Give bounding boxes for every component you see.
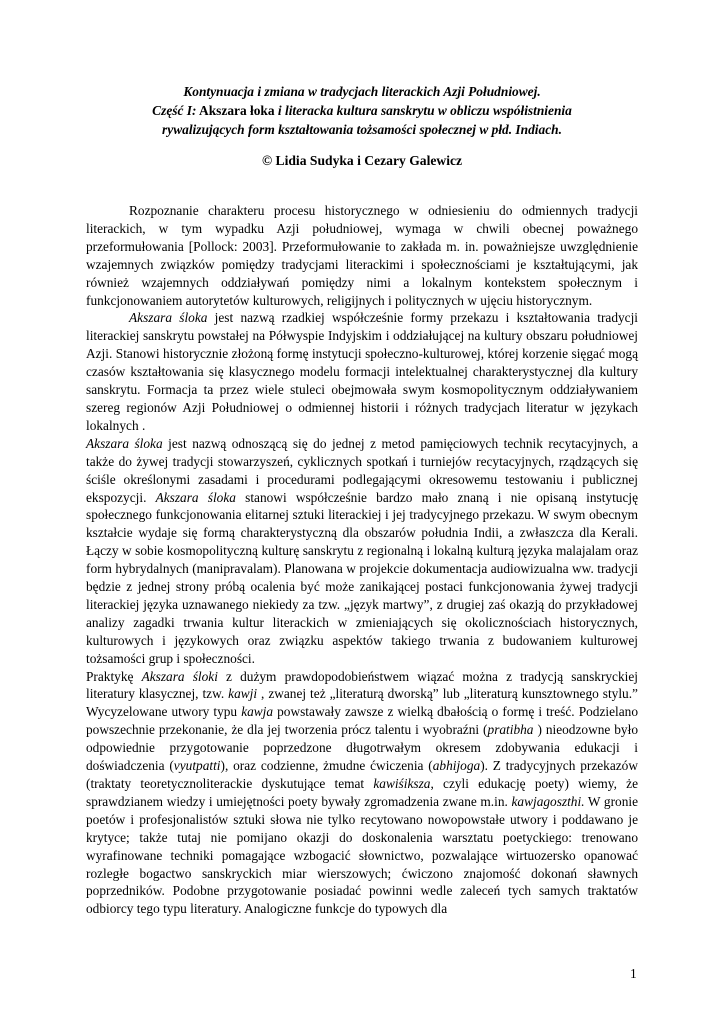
document-body — [86, 202, 638, 918]
authors: © Lidia Sudyka i Cezary Galewicz — [261, 153, 463, 168]
page-number: 1 — [630, 966, 637, 981]
paragraph-4: Praktykę Akszara śloki z dużym prawdopodobieństwem wiązać można z tradycją sanskryckiej literatury klasycznej, tzw. kawji , zwanej też „literaturą dworską” lub „literaturą kunsztownego stylu.” Wycyzelowane utwory typu kawja powstawały zawsze z wielką dbałością o formę i treść. Podzielano powszechnie przekonanie, że dla jej tworzenia prócz talentu i wyobraźni (pratibha ) nieodzowne było odpowiednie przygotowanie poprzedzone długotrwałym okresem zdobywania edukacji i doświadczenia (vyutpatti), oraz codzienne, żmudne ćwiczenia (abhijoga). Z tradycyjnych przekazów (traktaty teoretycznoliterackie dyskutujące temat kawiśiksza, czyli edukację poety) wiemy, że sprawdzianem wiedzy i umiejętności poety bywały zgromadzenia zwane m.in. kawjagoszthi. W gronie poetów i profesjonalistów sztuki słowa nie tylko recytowano nowopowstałe utwory i poddawano je krytyce; także tutaj nie pomijano okazji do doskonalenia warsztatu poetyckiego: trenowano wyrafinowane techniki pomagające wzbogacić słownictwo, pozwalające wirtuozersko opanować rozległe bogactwo sanskryckich miar wierszowych; ćwiczono znajomość dokonań sławnych poprzedników. Podobne przygotowanie posiadać powinni wedle zaleceń tych samych traktatów odbiorcy tego typu literatury. Analogiczne funkcje do typowych dla — [86, 668, 639, 917]
document-title — [86, 82, 638, 139]
title-line-1: Kontynuacja i zmiana w tradycjach literackich Azji Południowej. — [183, 84, 541, 99]
title-line-3: rywalizujących form kształtowania tożsamości społecznej w płd. Indiach. — [162, 122, 562, 137]
paragraph-2: Akszara śloka jest nazwą rzadkiej współcześnie formy przekazu i kształtowania tradycji literackiej sanskrytu powstałej na Półwyspie Indyjskim i oddziałującej na kultury obszaru południowej Azji. Stanowi historycznie złożoną formę instytucji społeczno-kulturowej, której korzenie sięgać mogą czasów kształtowania się klasycznego modelu formacji intelektualnej charakterystycznej dla kultury sanskrytu. Formacja ta przez wiele stuleci obejmowała swym kosmopolitycznym oddziaływaniem szereg regionów Azji Południowej o odmiennej historii i różnych tradycjach literatur w językach lokalnych . — [86, 310, 639, 433]
paragraph-1: Rozpoznanie charakteru procesu historycznego w odniesieniu do odmiennych tradycji literackich, w tym wypadku Azji południowej, wymaga w chwili obecnej poważnego przeformułowania [Pollock: 2003]. Przeformułowanie to zakłada m. in. poważniejsze uwzględnienie wzajemnych związków pomiędzy tradycjami literackimi i społecznościami je kształtującymi, jak również wzajemnych oddziaływań pomiędzy nimi a lokalnym kontekstem społecznym i funkcjonowaniem autorytetów kulturowych, religijnych i politycznych w ujęciu historycznym. — [86, 203, 638, 308]
paragraph-3: Akszara śloka jest nazwą odnoszącą się do jednej z metod pamięciowych technik recytacyjnych, a także do żywej tradycji stowarzyszeń, cyklicznych spotkań i turniejów recytacyjnych, rządzących się ściśle określonymi zasadami i procedurami podlegającymi okresowemu testowaniu i publicznej ekspozycji. Akszara śloka stanowi współcześnie bardzo mało znaną i nie opisaną instytucję społecznego funkcjonowania elitarnej sztuki literackiej i jej tradycyjnego przekazu. W swym obecnym kształcie wydaje się formą charakterystyczną dla obszarów południa Indii, a zwłaszcza dla Kerali. Łączy w sobie kosmopolityczną kulturę sanskrytu z regionalną i lokalną kulturą języka malajalam oraz form hybrydalnych (manipravalam). Planowana w projekcie dokumentacja audiowizualna ww. tradycji będzie z jednej strony próbą ocalenia być może zanikającej postaci funkcjonowania żywej tradycji literackiej języka uznawanego niekiedy za tzw. „język martwy”, z drugiej zaś okazją do przykładowej analizy zagadki trwania kultur literackich w zmieniających się okolicznościach historycznych, kulturowych i językowych oraz związku aspektów takiego trwania z budowaniem kulturowej tożsamości grup i społeczności. — [86, 435, 639, 666]
title-line-2: Część I: Akszara łoka i literacka kultura sanskrytu w obliczu współistnienia — [152, 103, 572, 118]
document-page — [86, 82, 638, 918]
